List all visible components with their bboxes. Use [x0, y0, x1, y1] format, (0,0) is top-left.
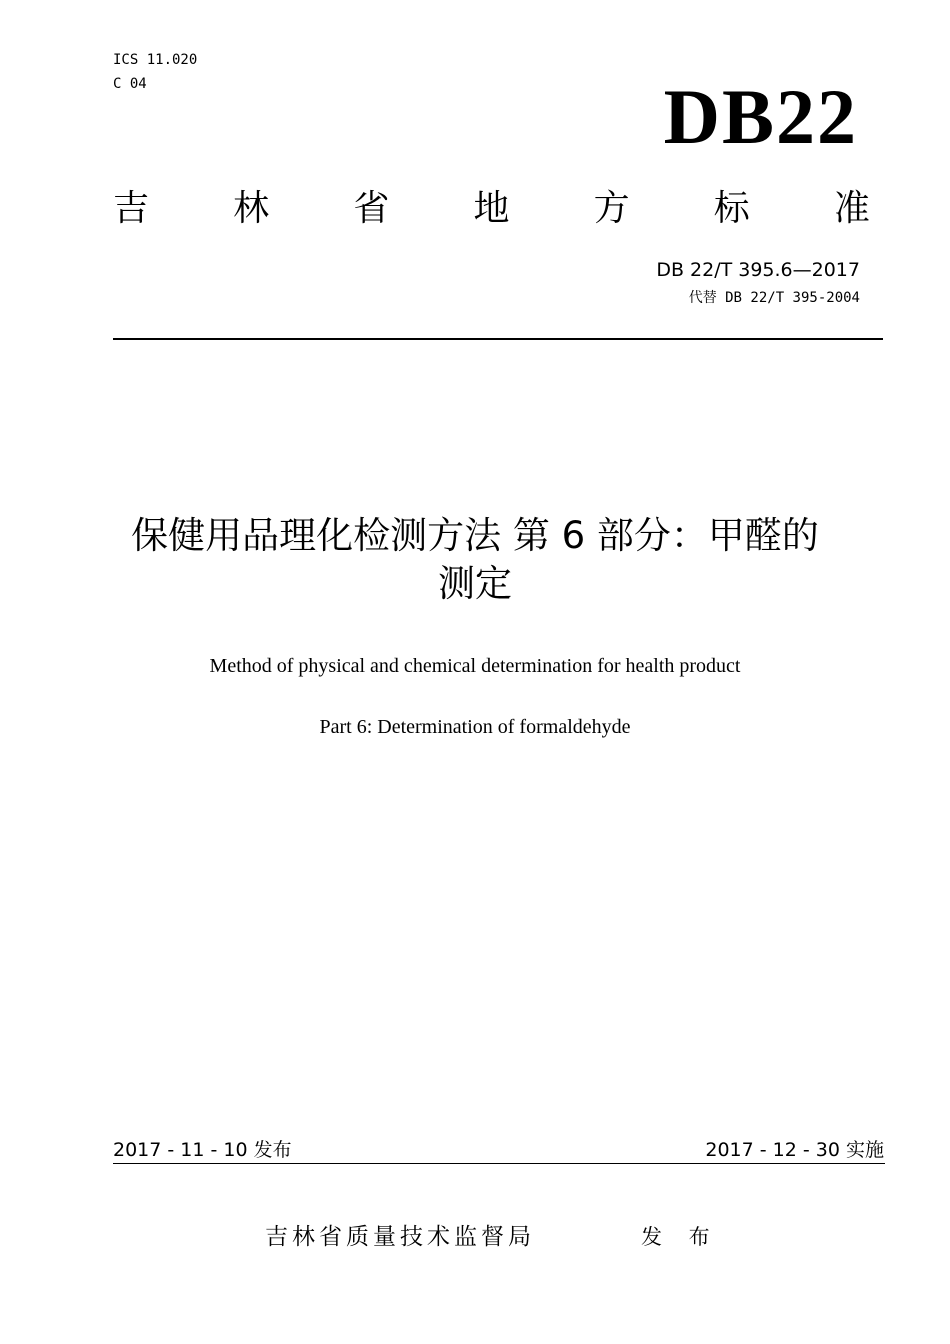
- issuing-authority: 吉林省质量技术监督局: [265, 1224, 535, 1250]
- issue-date: 2017 - 11 - 10 发布: [113, 1139, 292, 1161]
- standard-type-char: 吉: [113, 188, 150, 229]
- implementation-date: 2017 - 12 - 30 实施: [705, 1139, 884, 1161]
- chinese-title-line-2: 测定: [438, 562, 512, 605]
- ccs-code: C 04: [113, 76, 147, 92]
- replaces-standard: 代替 DB 22/T 395-2004: [688, 290, 860, 306]
- classification-codes: [113, 48, 197, 96]
- standard-type-char: 标: [713, 188, 750, 229]
- standard-type-char: 省: [353, 188, 390, 229]
- standard-type-char: 方: [593, 188, 630, 229]
- english-title: Method of physical and chemical determination for health product: [209, 655, 741, 677]
- db-logo: DB22: [663, 73, 858, 160]
- ics-code: ICS 11.020: [113, 52, 198, 68]
- header-divider: [113, 338, 883, 340]
- standard-type-char: 准: [833, 188, 870, 229]
- standard-type-title: [113, 186, 870, 232]
- standard-number: DB 22/T 395.6—2017: [656, 259, 860, 281]
- issue-label: 发 布: [641, 1225, 720, 1249]
- standard-type-char: 林: [233, 188, 270, 229]
- english-subtitle: Part 6: Determination of formaldehyde: [319, 716, 631, 738]
- standard-type-char: 地: [473, 188, 510, 229]
- footer-divider: [113, 1163, 885, 1164]
- chinese-title: [60, 512, 890, 608]
- chinese-title-line-1: 保健用品理化检测方法 第 6 部分：甲醛的: [131, 514, 819, 557]
